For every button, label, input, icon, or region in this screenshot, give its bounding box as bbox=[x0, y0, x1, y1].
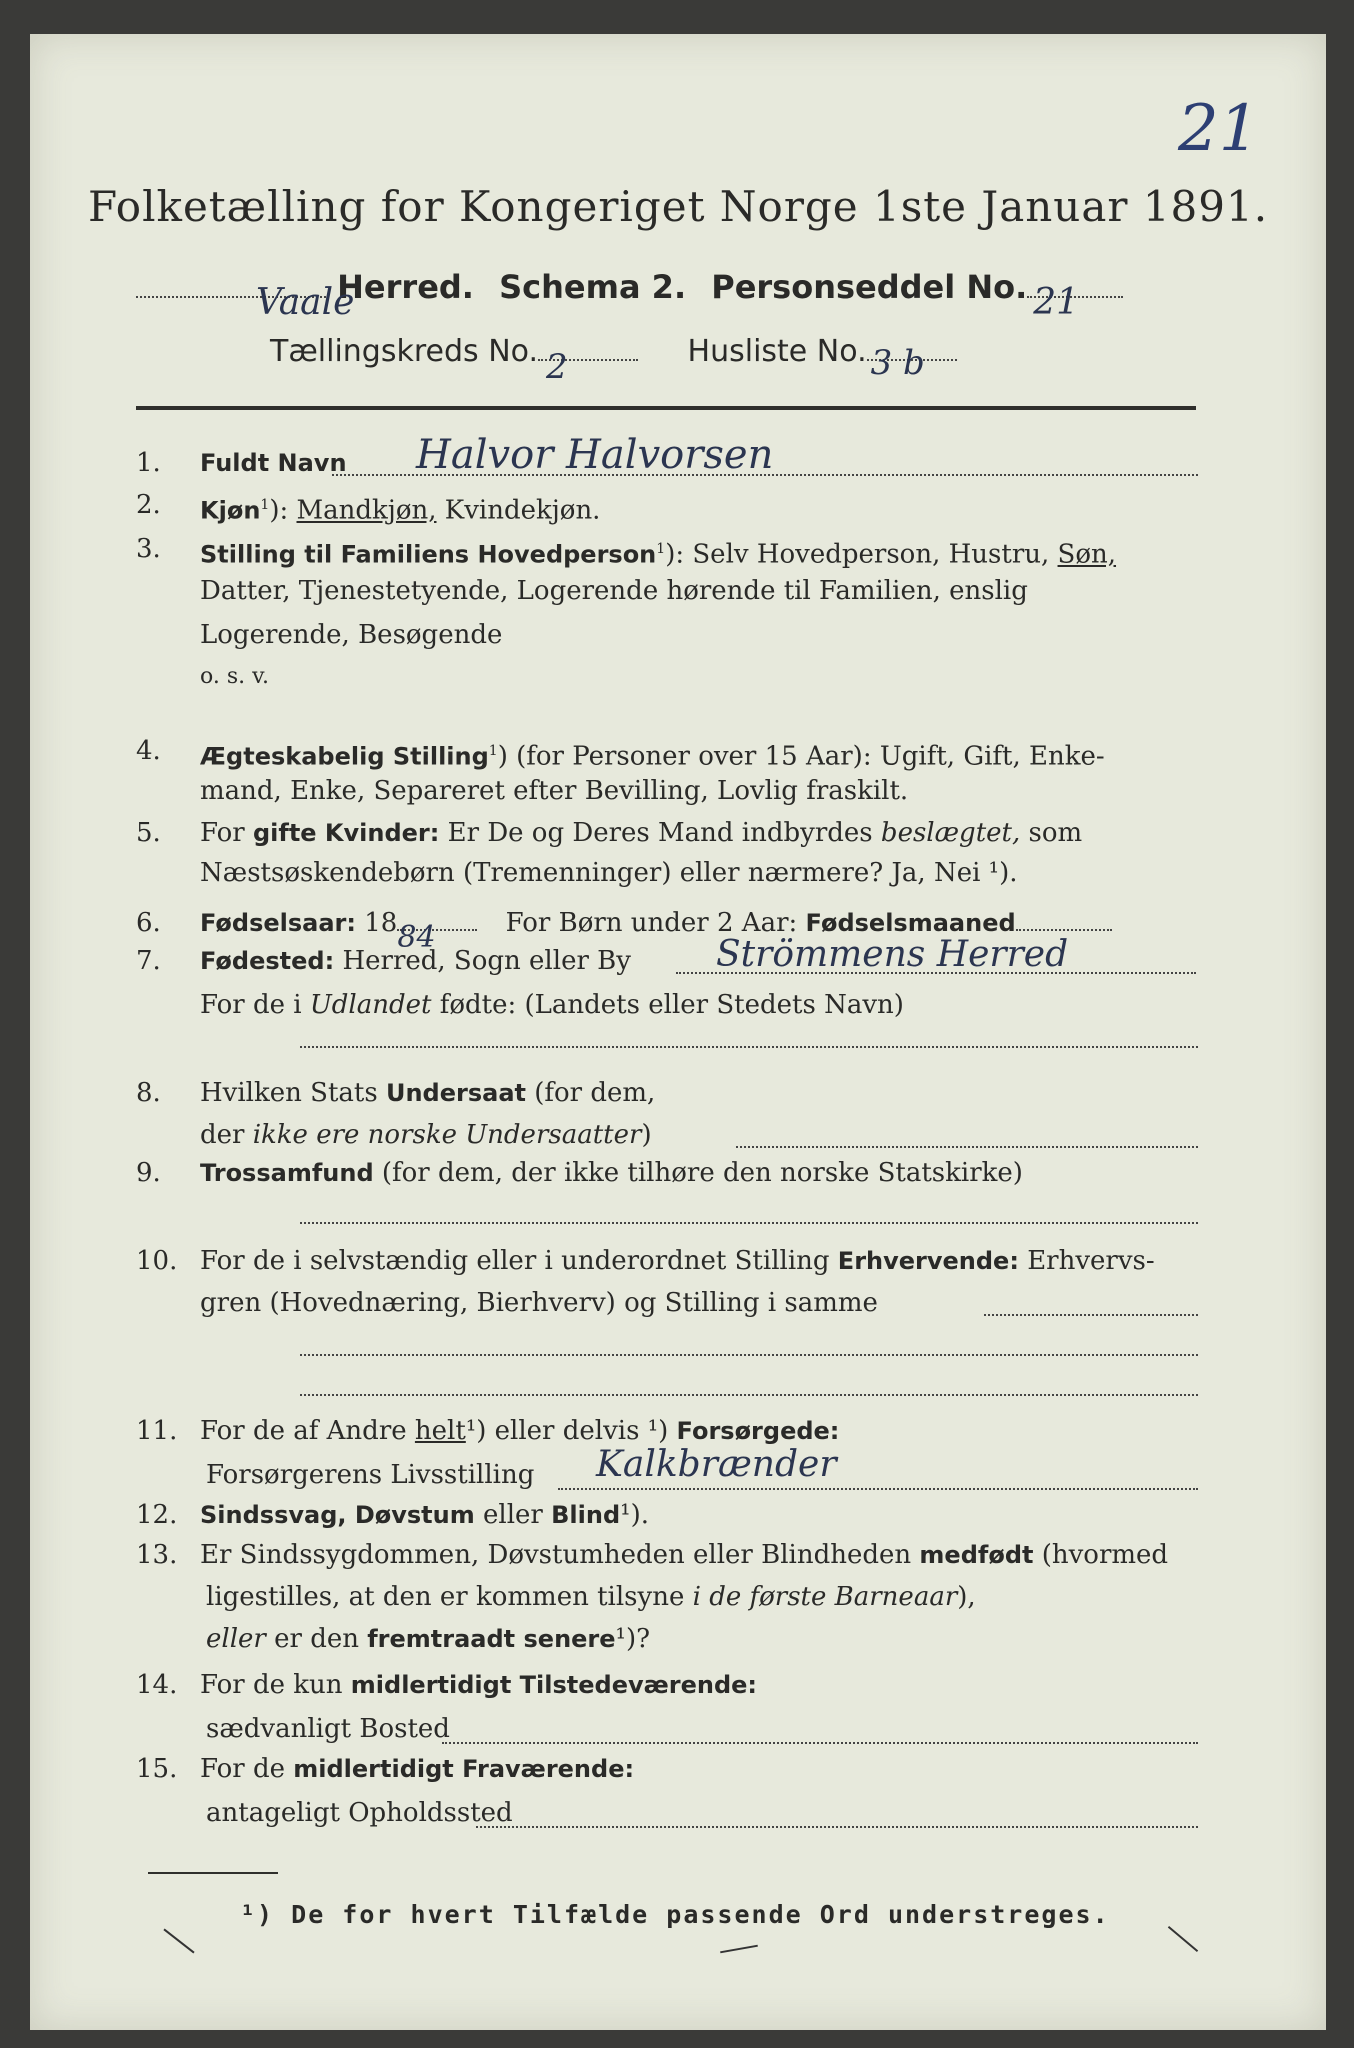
item-text: For de bbox=[200, 1754, 285, 1784]
item-text: fødte: (Landets eller Stedets Navn) bbox=[439, 990, 904, 1020]
item-number: 8. bbox=[136, 1078, 161, 1108]
item-3-family-position bbox=[136, 530, 1200, 700]
item-text: Erhvervs- bbox=[1027, 1246, 1155, 1276]
footnote: ¹) De for hvert Tilfælde passende Ord understreges. bbox=[240, 1900, 1110, 1929]
item-label: Blind bbox=[551, 1501, 621, 1529]
item-number: 6. bbox=[136, 908, 161, 938]
item-10-occupation bbox=[136, 1242, 1200, 1392]
item-text: er den bbox=[274, 1624, 359, 1654]
item-label: Trossamfund bbox=[200, 1159, 374, 1187]
item-text: ikke ere norske Undersaatter bbox=[252, 1120, 642, 1150]
item-number: 12. bbox=[136, 1500, 178, 1530]
item-text: sædvanligt Bosted bbox=[206, 1714, 450, 1744]
item-label: Forsørgede: bbox=[676, 1417, 840, 1445]
item-1-full-name bbox=[136, 432, 1200, 484]
item-label: Undersaat bbox=[385, 1079, 526, 1107]
item-number: 7. bbox=[136, 946, 161, 976]
option-helt: helt bbox=[414, 1416, 466, 1446]
page-number: 21 bbox=[1178, 92, 1260, 166]
item-text: For Børn under 2 Aar: bbox=[505, 908, 798, 938]
personseddel-label: Personseddel No. bbox=[711, 268, 1028, 306]
header-row-herred bbox=[136, 268, 1196, 323]
item-number: 13. bbox=[136, 1540, 178, 1570]
item-number: 10. bbox=[136, 1246, 178, 1276]
item-label: Fødselsaar: bbox=[200, 909, 356, 937]
item-text: o. s. v. bbox=[200, 664, 269, 689]
item-text: ): bbox=[269, 495, 289, 526]
item-number: 4. bbox=[136, 736, 161, 766]
item-text: i de første Barneaar bbox=[692, 1582, 958, 1612]
item-text: Datter, Tjenestetyende, Logerende hørende til Familien, enslig bbox=[200, 576, 1028, 606]
kreds-label: Tællingskreds No. bbox=[270, 334, 538, 369]
corner-mark bbox=[1168, 1926, 1198, 1952]
item-text: (hvormed bbox=[1041, 1540, 1169, 1570]
item-text: Er Sindssygdommen, Døvstumheden eller Blindheden bbox=[200, 1540, 912, 1570]
provider-occupation-value: Kalkbrænder bbox=[596, 1444, 837, 1485]
item-label: fremtraadt senere bbox=[367, 1625, 616, 1653]
item-9-religion bbox=[136, 1154, 1200, 1234]
item-text: (for dem, bbox=[534, 1078, 656, 1108]
item-text: ): Selv Hovedperson, Hustru, bbox=[665, 539, 1050, 570]
item-text: eller bbox=[206, 1624, 266, 1654]
birthplace-value: Strömmens Herred bbox=[716, 934, 1069, 975]
item-text: gren (Hovednæring, Bierhverv) og Stilling i samme bbox=[200, 1288, 878, 1318]
item-label: Erhvervende: bbox=[837, 1247, 1019, 1275]
item-text: Logerende, Besøgende bbox=[200, 620, 503, 650]
item-number: 15. bbox=[136, 1754, 178, 1784]
option-mandkjon: Mandkjøn, bbox=[296, 495, 437, 526]
footnote-ref: 1 bbox=[488, 743, 498, 759]
item-label: midlertidigt Fraværende: bbox=[293, 1755, 635, 1783]
item-label: medfødt bbox=[919, 1541, 1034, 1569]
footnote-divider bbox=[148, 1872, 278, 1874]
header-row-kreds bbox=[270, 334, 1130, 387]
item-text: ¹)? bbox=[615, 1624, 651, 1654]
item-text: mand, Enke, Separeret efter Bevilling, Lovlig fraskilt. bbox=[200, 776, 909, 806]
item-text: Er De og Deres Mand indbyrdes bbox=[447, 818, 873, 848]
item-text: eller bbox=[483, 1500, 543, 1530]
item-label: Fuldt Navn bbox=[200, 449, 347, 477]
option-son: Søn, bbox=[1057, 539, 1117, 570]
birth-year-prefix: 18 bbox=[364, 908, 398, 938]
item-number: 2. bbox=[136, 490, 161, 520]
item-text: Udlandet bbox=[309, 990, 432, 1020]
item-label: Ægteskabelig Stilling bbox=[200, 742, 489, 771]
herred-label: Herred. bbox=[337, 268, 474, 306]
item-8-citizenship bbox=[136, 1074, 1200, 1154]
census-form-sheet bbox=[30, 34, 1326, 2030]
kreds-value: 2 bbox=[546, 347, 568, 387]
full-name-value: Halvor Halvorsen bbox=[416, 432, 774, 478]
item-label: gifte Kvinder: bbox=[252, 819, 440, 847]
item-text: ligestilles, at den er kommen tilsyne bbox=[206, 1582, 685, 1612]
item-number: 11. bbox=[136, 1416, 178, 1446]
item-number: 14. bbox=[136, 1670, 178, 1700]
item-label: midlertidigt Tilstedeværende: bbox=[350, 1671, 758, 1699]
item-text: For de kun bbox=[200, 1670, 343, 1700]
option-kvindekjon: Kvindekjøn. bbox=[444, 495, 601, 526]
item-label: Fødselsmaaned bbox=[805, 909, 1016, 937]
item-5-married-women bbox=[136, 814, 1200, 904]
footnote-ref: 1 bbox=[260, 497, 270, 513]
item-number: 1. bbox=[136, 448, 161, 478]
header-divider bbox=[136, 406, 1196, 410]
item-label: Kjøn bbox=[200, 496, 261, 525]
item-4-marital-status bbox=[136, 732, 1200, 822]
item-number: 9. bbox=[136, 1158, 161, 1188]
item-14-temporarily-present bbox=[136, 1666, 1200, 1746]
husliste-value: 3 b bbox=[870, 343, 925, 383]
item-text: der bbox=[200, 1120, 245, 1150]
item-text: For de i bbox=[200, 990, 302, 1020]
form-title: Folketælling for Kongeriget Norge 1ste Januar 1891. bbox=[87, 182, 1269, 231]
item-15-temporarily-absent bbox=[136, 1750, 1200, 1830]
herred-value: Vaale bbox=[256, 282, 355, 323]
item-text: som bbox=[1028, 818, 1083, 848]
item-text: For bbox=[200, 818, 245, 848]
item-text: beslægtet, bbox=[880, 818, 1021, 848]
personseddel-value: 21 bbox=[1033, 282, 1080, 323]
item-text: Hvilken Stats bbox=[200, 1078, 378, 1108]
birth-year-value: 84 bbox=[397, 920, 436, 955]
item-text: (for dem, der ikke tilhøre den norske Statskirke) bbox=[381, 1158, 1023, 1188]
item-text: ¹) eller delvis ¹) bbox=[465, 1416, 669, 1446]
item-text: ) bbox=[641, 1120, 652, 1150]
corner-mark bbox=[163, 1929, 194, 1954]
item-text: ) (for Personer over 15 Aar): Ugift, Gift, Enke- bbox=[497, 741, 1105, 772]
schema-label: Schema 2. bbox=[499, 268, 687, 306]
item-label: Stilling til Familiens Hovedperson bbox=[200, 540, 657, 569]
item-number: 5. bbox=[136, 818, 161, 848]
item-text: ¹). bbox=[620, 1500, 649, 1530]
item-label: Fødested: bbox=[200, 947, 335, 975]
item-text: Næstsøskendebørn (Tremenninger) eller nærmere? Ja, Nei ¹). bbox=[200, 858, 1018, 888]
item-13-congenital: 13. Er Sindssygdommen, Døvstumheden eller Blindheden medfødt (hvormed ligestilles, at den er kommen tilsyne i de første Barneaar), eller er den fremtraadt senere¹)? bbox=[136, 1536, 1200, 1666]
corner-mark bbox=[720, 1945, 758, 1954]
item-text: antageligt Opholdssted bbox=[206, 1798, 513, 1828]
item-label: Sindssvag, Døvstum bbox=[200, 1501, 475, 1529]
item-11-dependents bbox=[136, 1412, 1200, 1502]
footnote-ref: 1 bbox=[656, 541, 666, 557]
item-text: For de i selvstændig eller i underordnet Stilling bbox=[200, 1246, 830, 1276]
item-number: 3. bbox=[136, 534, 161, 564]
item-text: Forsørgerens Livsstilling bbox=[206, 1460, 535, 1490]
item-text: Herred, Sogn eller By bbox=[342, 946, 631, 976]
item-text: For de af Andre bbox=[200, 1416, 407, 1446]
husliste-label: Husliste No. bbox=[687, 334, 867, 369]
